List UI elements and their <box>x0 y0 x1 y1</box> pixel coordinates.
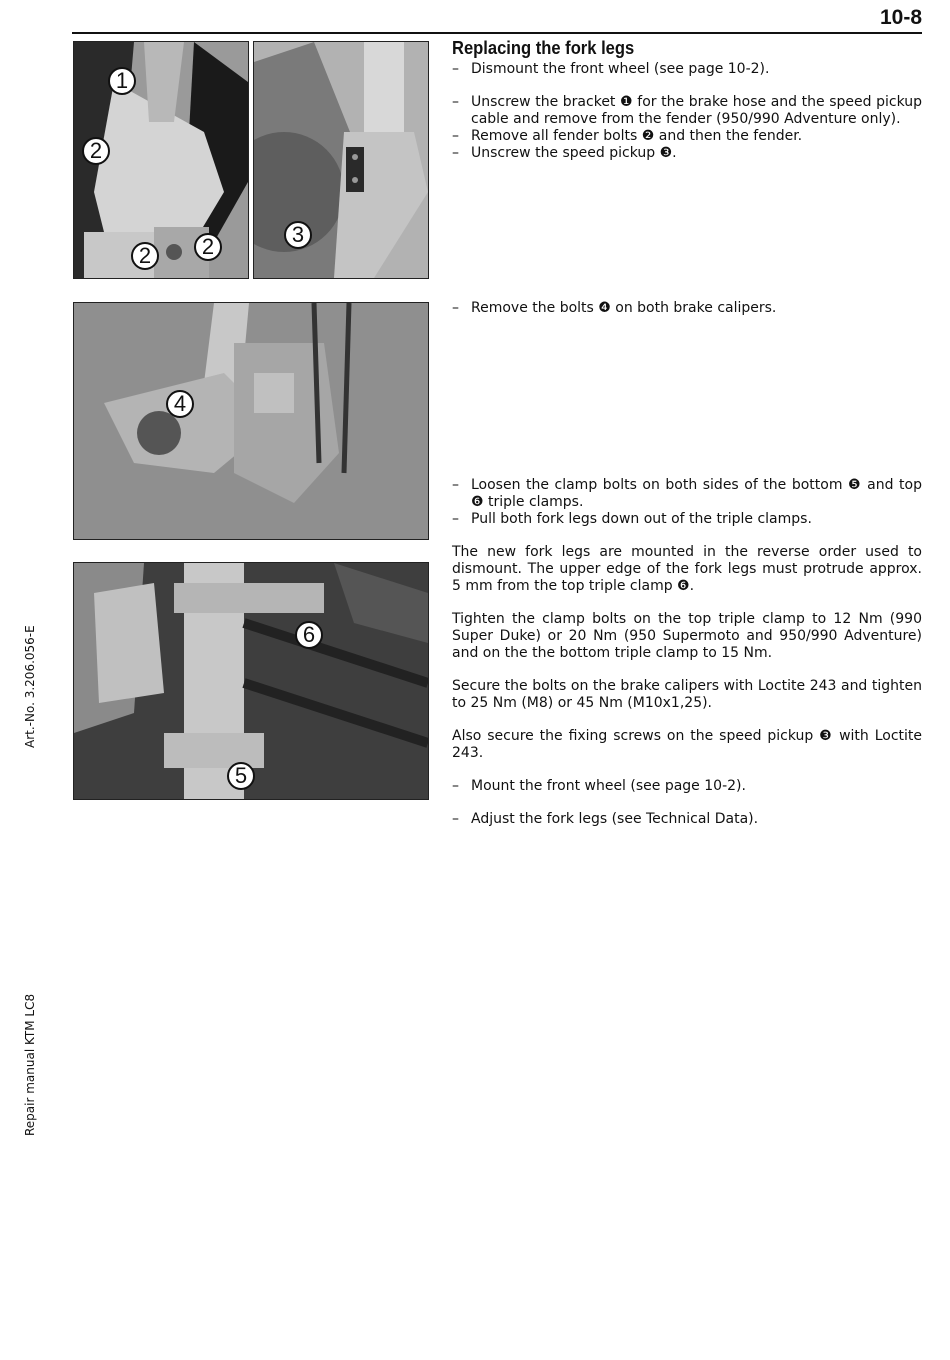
callout-2: 2 <box>82 137 110 165</box>
step-item: – Loosen the clamp bolts on both sides of the bottom ❺ and top ❻ triple clamps. <box>452 477 922 510</box>
fender-photo <box>73 41 249 279</box>
callout-1: 1 <box>108 67 136 95</box>
brake-caliper-photo <box>73 302 429 540</box>
step-item: – Unscrew the speed pickup ❸. <box>452 145 677 161</box>
callout-2: 2 <box>194 233 222 261</box>
step-item: – Remove all fender bolts ❷ and then the fender. <box>452 128 803 144</box>
triple-clamp-photo <box>73 562 429 800</box>
callout-4: 4 <box>166 390 194 418</box>
callout-2: 2 <box>131 242 159 270</box>
step-item: – Mount the front wheel (see page 10-2). <box>452 778 746 794</box>
note-paragraph: The new fork legs are mounted in the reverse order used to dismount. The upper edge of the fork legs must protrude approx. 5 mm from the top triple clamp ❻. <box>452 544 922 594</box>
note-paragraph: Secure the bolts on the brake calipers with Loctite 243 and tighten to 25 Nm (M8) or 45 Nm (M10x1,25). <box>452 678 922 711</box>
note-paragraph: Also secure the fixing screws on the speed pickup ❸ with Loctite 243. <box>452 728 922 761</box>
step-item: – Remove the bolts ❹ on both brake calipers. <box>452 300 777 316</box>
step-item: – Adjust the fork legs (see Technical Data). <box>452 811 759 827</box>
header-rule <box>72 32 922 34</box>
page-number: 10-8 <box>879 6 922 29</box>
speed-pickup-photo <box>253 41 429 279</box>
manual-title: Repair manual KTM LC8 <box>23 993 37 1136</box>
section-title: Replacing the fork legs <box>452 38 635 58</box>
steps-group-1 <box>452 61 922 162</box>
step-item: – Dismount the front wheel (see page 10-2). <box>452 61 770 77</box>
assembly-notes <box>452 544 922 828</box>
callout-6: 6 <box>295 621 323 649</box>
callout-5: 5 <box>227 762 255 790</box>
step-item: – Unscrew the bracket ❶ for the brake hose and the speed pickup cable and remove from the fender (950/990 Adventure only). <box>452 94 922 127</box>
note-paragraph: Tighten the clamp bolts on the top triple clamp to 12 Nm (990 Super Duke) or 20 Nm (950 Supermoto and 950/990 Adventure) and on the the bottom triple clamp to 15 Nm. <box>452 611 922 661</box>
step-item: – Pull both fork legs down out of the triple clamps. <box>452 511 812 527</box>
steps-group-2 <box>452 300 922 317</box>
steps-group-3 <box>452 477 922 528</box>
article-number: Art.-No. 3.206.056-E <box>23 625 37 748</box>
callout-3: 3 <box>284 221 312 249</box>
